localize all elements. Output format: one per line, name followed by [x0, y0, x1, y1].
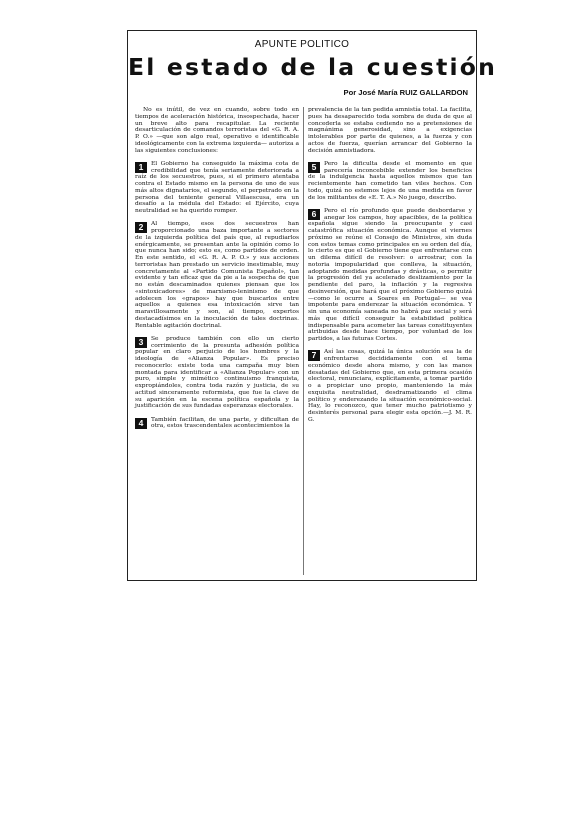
continuation-paragraph: prevalencia de la tan pedida amnistía total. La facilita, pues ha desaparecido toda sombra de duda de que al concederla se estaba cediendo no a pretensiones de magnánima generosidad, sino a exigencias intolerables por parte de quienes, a la fuerza y con actos de fuerza, querían arrancar del Gobierno la decisión amnistiadora. [308, 107, 472, 154]
point-paragraph-5 [308, 161, 472, 202]
point-number-4: 4 [135, 418, 147, 429]
point-text-6: Pero el río profundo que puede desbordarse y anegar los campos, hoy apacibles, de la política española sigue siendo la preocupante y casi catastrófica situación económica. Aunque el viernes próximo se reúne el Consejo de Ministros, sin duda con estos temas como principales en su orden del día, lo cierto es que el Gobierno tiene que enfrentarse con un dilema difícil de resolver: o arrostrar, con la notoria impopularidad que conlleva, la situación, adoptando medidas profundas y drásticas, o permitir la progresión del ya acelerado deslizamiento por la pendiente del paro, la inflación y la regresiva desinversión, que hará que el próximo Gobierno quizá —como le ocurre a Soares en Portugal— se vea impotente para enderezar la situación económica. Y sin una economía saneada no habrá paz social y será más que difícil conseguir la estabilidad política indispensable para acometer las tareas constituyentes atribuidas desde hace tiempo, por voluntad de los partidos, a las futuras Cortes. [308, 207, 472, 342]
point-paragraph-4 [135, 417, 299, 431]
point-number-5: 5 [308, 162, 320, 173]
point-text-3: Se produce también con ello un cierto corrimiento de la presunta adhesión política popular en claro perjuicio de los hombres y la ideología de «Alianza Popular». Es preciso reconocerlo: existe toda una campaña muy bien montada para identificar a «Alianza Popular» con un puro, simple y mimético continuismo franquista, expropiándoles, contra toda razón y justicia, de su actitud sinceramente reformista, que fue la clave de su aparición en la escena política española y la justificación de sus fundadas esperanzas electorales. [135, 335, 299, 410]
point-text-2: Al tiempo, esos dos secuestros han proporcionado una baza importante a sectores de la izquierda política del país que, al repudiarlos enérgicamente, se presentan ante la opinión como lo que nunca han sido; esto es, como partidos de orden. En este sentido, el «G. R. A. P. O.» y sus acciones terroristas han prestado un servicio inestimable, muy concretamente al «Partido Comunista Español», tan evidente y tan eficaz que da pie a la sospecha de que no están descaminados quienes piensan que los «sintoxicadores» de marxismo-leninismo de que adolecen los «grapos» hay que buscarlos entre aquellos a quienes esa intoxicación sirve tan maravillosamente y son, al tiempo, expertos destacadísimos en la inoculación de tales doctrinas. Rentable agitación doctrinal. [135, 221, 299, 329]
point-text-7: Así las cosas, quizá la única solución sea la de enfrentarse decididamente con el tema económico desde ahora mismo, y con las manos desatadas del Gobierno que, en esta primera ocasión electoral, renunciara, explícitamente, a tomar partido o a propiciar uno propio, manteniendo la más exquisita neutralidad, desdramatizando el clima político y enderezando la situación económico-social. Hay, lo reconozco, que tener mucho patriotismo y desinterés personal para elegir esta opción.—J. M. R. G. [308, 349, 472, 423]
newspaper-clipping [127, 30, 498, 581]
left-column [135, 107, 299, 437]
point-paragraph-7 [308, 349, 472, 423]
intro-paragraph: No es inútil, de vez en cuando, sobre todo en tiempos de aceleración histórica, insospechada, hacer un breve alto para recapitular. La reciente desarticulación de comandos terroristas del «G. R. A. P. O.» —que son algo real, operativo e identificable ideológicamente con la extrema izquierda— autoriza a las siguientes conclusiones: [135, 107, 299, 154]
column-divider [303, 107, 304, 575]
point-text-5: Pero la dificulta desde el momento en que parecería inconcebible extender los beneficios de la indulgencia hasta aquellos mismos que tan recientemente han cometido tan viles hechos. Con todo, quizá no estemos lejos de una medida en favor de los militantes de «E. T. A.» No juego, describo. [308, 160, 472, 201]
point-number-1: 1 [135, 162, 147, 173]
point-text-1: El Gobierno ha conseguido la máxima cota de credibilidad que tenía seriamente deteriorada a raíz de los secuestros, pues, si el primero atentaba contra el Estado mismo en la persona de uno de sus más altos dignatarios, el segundo, el perpetrado en la persona del teniente general Villaescusa, era un desafío a la médula del Estado: el Ejército, cuya neutralidad se ha querido romper. [135, 160, 299, 214]
point-paragraph-1 [135, 161, 299, 215]
point-paragraph-6 [308, 208, 472, 343]
point-number-6: 6 [308, 209, 320, 220]
right-column [308, 107, 472, 430]
point-paragraph-2 [135, 221, 299, 329]
headline: El estado de la cuestión [128, 53, 498, 81]
point-number-7: 7 [308, 350, 320, 361]
section-label: APUNTE POLITICO [254, 39, 350, 50]
point-paragraph-3 [135, 336, 299, 410]
point-number-3: 3 [135, 337, 147, 348]
byline: Por José María RUIZ GALLARDON [343, 88, 468, 97]
point-number-2: 2 [135, 222, 147, 233]
point-text-4: También facilitan, de una parte, y dificultan de otra, estos trascendentales acontecimientos la [151, 416, 299, 430]
